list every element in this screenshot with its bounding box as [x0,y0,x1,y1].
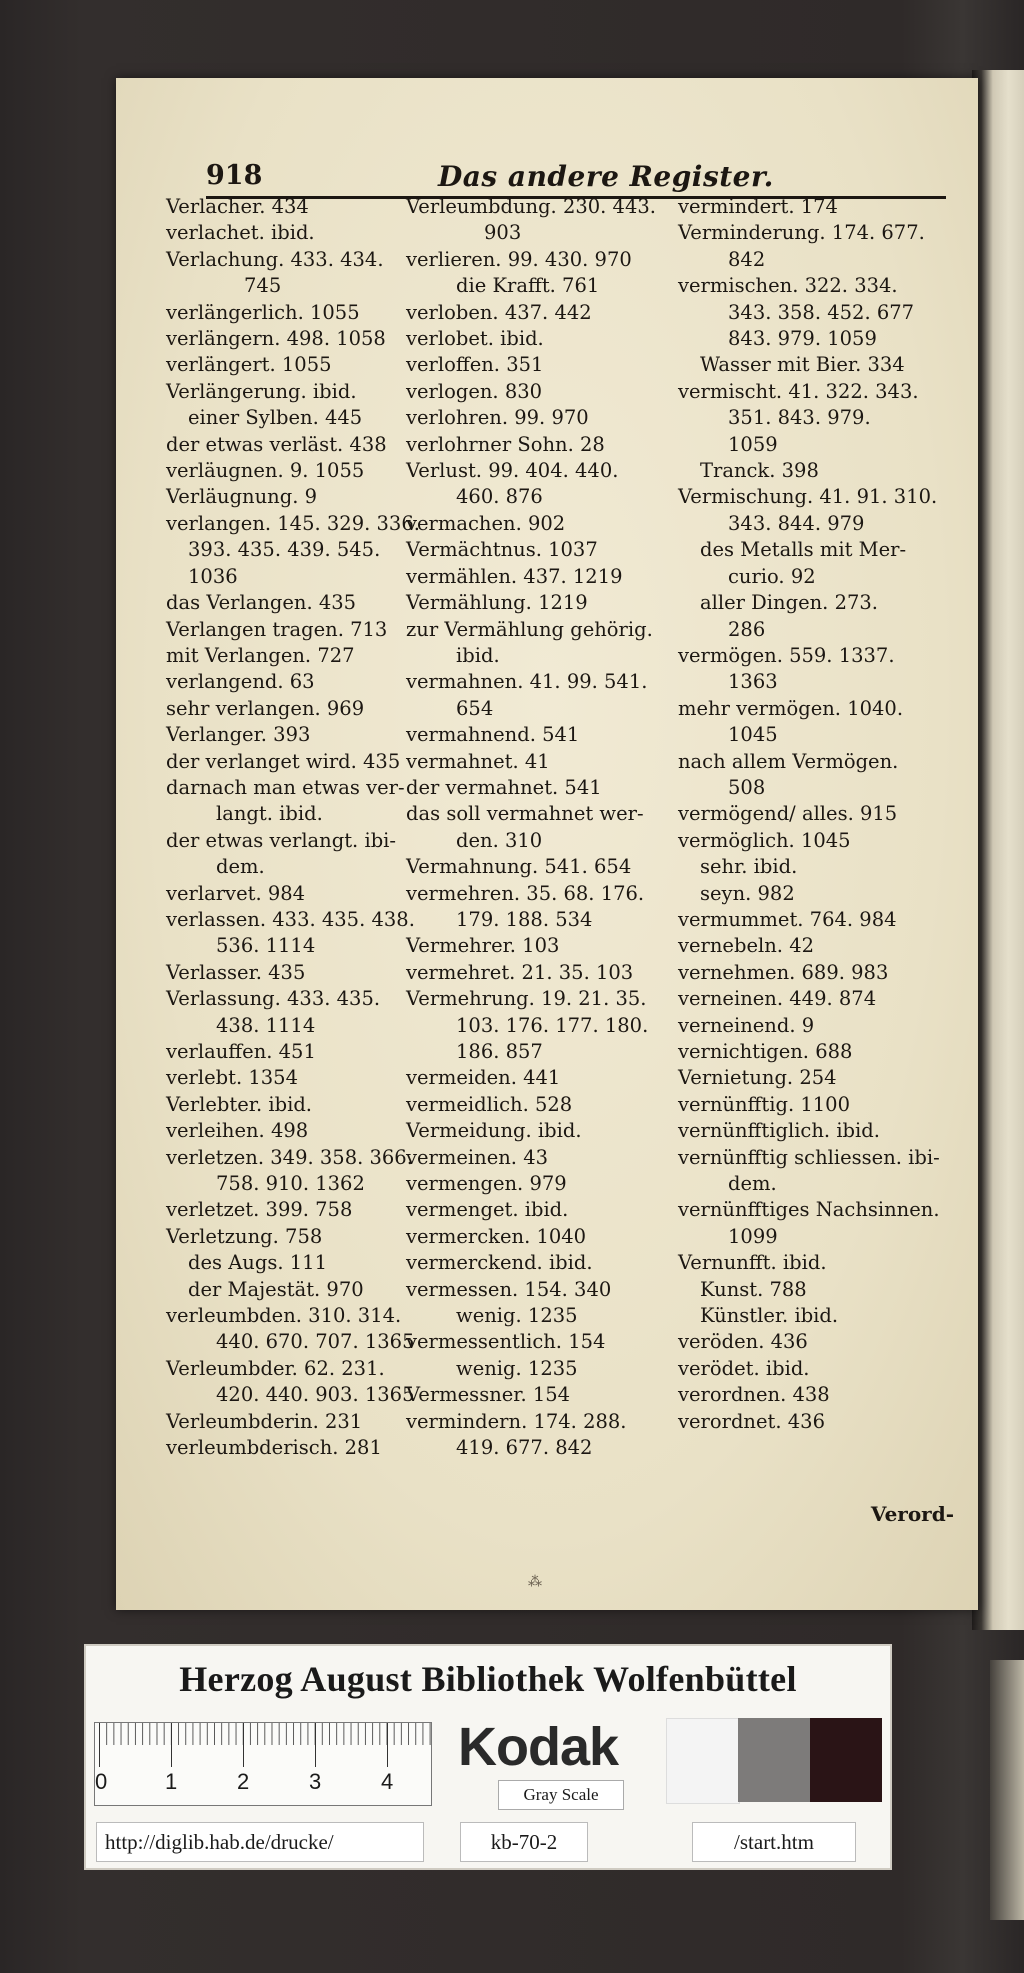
index-entry: 903 [484,221,522,245]
color-calibration-target [84,1644,892,1870]
index-entry: verleumbden. 310. 314. [166,1304,402,1328]
index-entry: Vermehrer. 103 [406,934,560,958]
index-entry: Verlanger. 393 [166,723,311,747]
index-entry: dem. [216,855,265,879]
index-entry: des Metalls mit Mer- [700,538,907,562]
grayscale-label: Gray Scale [498,1780,624,1810]
index-entry: Künstler. ibid. [700,1304,839,1328]
index-entry: aller Dingen. 273. [700,591,878,615]
index-entry: wenig. 1235 [456,1356,578,1380]
index-entry: 758. 910. 1362 [216,1172,365,1196]
index-entry: verordnet. 436 [678,1409,825,1433]
index-entry: 103. 176. 177. 180. [456,1013,649,1037]
index-entry: verleumbderisch. 281 [166,1436,382,1460]
catchword: Verord- [870,1502,954,1526]
ruler-number: 4 [381,1769,394,1794]
index-entry: zur Vermählung gehörig. [406,617,653,641]
index-entry: Vermehrung. 19. 21. 35. [406,987,647,1011]
index-entry: vermengen. 979 [406,1172,567,1196]
index-entry: Verletzung. 758 [166,1224,323,1248]
index-entry: vernünfftiges Nachsinnen. [678,1198,940,1222]
library-title: Herzog August Bibliothek Wolfenbüttel [179,1659,797,1699]
index-entry: 343. 844. 979 [728,511,865,535]
index-entry: vermögend/ alles. 915 [678,802,898,826]
index-entry: ibid. [456,643,500,667]
index-entry: dem. [728,1172,777,1196]
index-entry: verlieren. 99. 430. 970 [406,247,632,271]
index-entry: 654 [456,696,494,720]
index-entry: der etwas verläst. 438 [166,432,387,456]
index-entry: vernünfftig schliessen. ibi- [678,1145,940,1169]
index-entry: Vermischung. 41. 91. 310. [678,485,938,509]
index-entry: Vermahnung. 541. 654 [406,855,632,879]
index-entry: nach allem Vermögen. [678,749,899,773]
index-entry: 419. 677. 842 [456,1436,593,1460]
index-entry: vernehmen. 689. 983 [678,960,889,984]
index-entry: den. 310 [456,828,543,852]
index-entry: 440. 670. 707. 1365 [216,1330,415,1354]
index-entry: vermischen. 322. 334. [678,274,898,298]
index-entry: Verlassung. 433. 435. [166,987,381,1011]
index-entry: veröden. 436 [678,1330,808,1354]
index-entry: das soll vermahnet wer- [406,802,644,826]
index-entry: verloben. 437. 442 [406,300,592,324]
black-swatch [810,1718,882,1802]
index-entry: Verleumbder. 62. 231. [166,1356,385,1380]
url-prefix: http://diglib.hab.de/drucke/ [96,1822,424,1862]
index-entry: vermindert. 174 [678,195,838,218]
index-entry: vermenget. ibid. [406,1198,569,1222]
index-entry: sehr. ibid. [700,855,798,879]
index-entry: Verleumbderin. 231 [166,1409,363,1433]
index-entry: verneinend. 9 [678,1013,815,1037]
index-entry: 1045 [728,723,778,747]
kodak-logo: Kodak [458,1717,619,1777]
index-entry: Verlacher. 434 [166,195,309,218]
index-entry: Verlust. 99. 404. 440. [406,459,619,483]
index-entry: Vermächtnus. 1037 [406,538,598,562]
index-entry: mehr vermögen. 1040. [678,696,904,720]
index-entry: einer Sylben. 445 [188,406,363,430]
url-suffix: /start.htm [692,1822,856,1862]
index-entry: verlohren. 99. 970 [406,406,589,430]
index-column-2 [406,194,676,1462]
index-entry: vermahnet. 41 [406,749,550,773]
index-entry: vermögen. 559. 1337. [678,643,895,667]
index-entry: 343. 358. 452. 677 [728,300,915,324]
index-entry: Verminderung. 174. 677. [678,221,925,245]
index-entry: 286 [728,617,766,641]
index-entry: die Krafft. 761 [456,274,600,298]
index-entry: verlohrner Sohn. 28 [406,432,605,456]
index-entry: verlauffen. 451 [166,1040,316,1063]
index-entry: 842 [728,247,766,271]
index-entry: 1036 [188,564,238,588]
adjacent-page-edge [972,70,1024,1630]
index-entry: Vermessner. 154 [406,1383,571,1407]
index-entry: vermehren. 35. 68. 176. [406,881,645,905]
index-entry: 508 [728,775,766,799]
measurement-ruler [94,1722,432,1806]
index-entry: 1363 [728,670,778,694]
ruler-number: 0 [95,1769,108,1794]
index-entry: Verlasser. 435 [166,960,306,984]
index-entry: verletzet. 399. 758 [166,1198,353,1222]
index-entry: vermeinen. 43 [406,1145,549,1169]
index-entry: verläugnen. 9. 1055 [166,459,365,483]
index-entry: verleihen. 498 [166,1119,309,1143]
index-entry: 460. 876 [456,485,543,509]
index-entry: verlassen. 433. 435. 438. [166,907,415,931]
index-entry: vermerckend. ibid. [406,1251,593,1275]
index-entry: 536. 1114 [216,934,316,958]
index-entry: vermessentlich. 154 [406,1330,606,1354]
index-entry: der vermahnet. 541 [406,775,602,799]
adjacent-page-edge-lower [990,1660,1024,1920]
index-entry: vermummet. 764. 984 [678,907,897,931]
index-entry: verlangend. 63 [166,670,315,694]
index-entry: verlängerlich. 1055 [166,300,360,324]
index-entry: vernichtigen. 688 [678,1040,853,1063]
index-entry: verlängert. 1055 [166,353,332,377]
book-page [116,78,978,1610]
index-entry: verordnen. 438 [678,1383,830,1407]
gray-swatch [738,1718,810,1802]
url-identifier: kb-70-2 [460,1822,588,1862]
running-head: Das andere Register. [438,160,774,193]
index-entry: 179. 188. 534 [456,907,593,931]
index-entry: Vermählung. 1219 [406,591,588,615]
index-entry: vernebeln. 42 [678,934,815,958]
index-entry: darnach man etwas ver- [166,775,405,799]
index-entry: verlachet. ibid. [166,221,315,245]
index-entry: verlebt. 1354 [166,1066,298,1090]
index-entry: vermahnend. 541 [406,723,580,747]
index-entry: Vernietung. 254 [678,1066,837,1090]
index-entry: vermahnen. 41. 99. 541. [406,670,648,694]
index-entry: verödet. ibid. [678,1356,810,1380]
index-entry: vernünfftig. 1100 [678,1092,850,1116]
index-entry: Verlangen tragen. 713 [166,617,388,641]
index-entry: Wasser mit Bier. 334 [700,353,905,377]
index-entry: Verlebter. ibid. [166,1092,313,1116]
index-entry: vermeiden. 441 [406,1066,561,1090]
ruler-number: 1 [165,1769,178,1794]
page-number: 918 [206,160,263,191]
index-entry: 1099 [728,1224,778,1248]
index-entry: Verlängerung. ibid. [166,379,357,403]
index-entry: Verlachung. 433. 434. [166,247,384,271]
index-entry: vermeidlich. 528 [406,1092,573,1116]
index-entry: vermessen. 154. 340 [406,1277,612,1301]
white-swatch [666,1718,740,1804]
index-entry: vermischt. 41. 322. 343. [678,379,919,403]
index-entry: Tranck. 398 [700,459,819,483]
index-entry: verlarvet. 984 [166,881,306,905]
index-entry: curio. 92 [728,564,816,588]
index-entry: langt. ibid. [216,802,323,826]
index-entry: verletzen. 349. 358. 366. [166,1145,413,1169]
ruler-number: 2 [237,1769,250,1794]
ruler-numbers [95,1769,431,1799]
index-entry: des Augs. 111 [188,1251,327,1275]
index-entry: vermehret. 21. 35. 103 [406,960,634,984]
index-entry: 1059 [728,432,778,456]
index-entry: sehr verlangen. 969 [166,696,365,720]
index-entry: 843. 979. 1059 [728,327,877,351]
index-entry: vermählen. 437. 1219 [406,564,623,588]
page-ornament: ⁂ [528,1574,542,1590]
index-entry: verloffen. 351 [406,353,544,377]
index-entry: vermercken. 1040 [406,1224,587,1248]
index-entry: das Verlangen. 435 [166,591,357,615]
index-entry: verlobet. ibid. [406,327,544,351]
index-entry: verlangen. 145. 329. 336. [166,511,420,535]
index-entry: 420. 440. 903. 1365 [216,1383,415,1407]
index-entry: verlogen. 830 [406,379,543,403]
index-entry: Verleumbdung. 230. 443. [406,195,656,218]
index-entry: verneinen. 449. 874 [678,987,877,1011]
index-entry: der verlanget wird. 435 [166,749,401,773]
index-entry: Verläugnung. 9 [166,485,318,509]
ruler-number: 3 [309,1769,322,1794]
index-entry: Vernunfft. ibid. [678,1251,827,1275]
index-entry: Kunst. 788 [700,1277,807,1301]
index-entry: der etwas verlangt. ibi- [166,828,397,852]
index-entry: vernünfftiglich. ibid. [678,1119,880,1143]
index-entry: vermachen. 902 [406,511,566,535]
index-entry: 351. 843. 979. [728,406,871,430]
index-entry: mit Verlangen. 727 [166,643,355,667]
index-entry: vermindern. 174. 288. [406,1409,627,1433]
index-entry: vermöglich. 1045 [678,828,851,852]
index-entry: verlängern. 498. 1058 [166,327,386,351]
index-entry: Vermeidung. ibid. [406,1119,582,1143]
index-column-3 [678,194,968,1435]
index-entry: 186. 857 [456,1040,543,1063]
index-column-1 [166,194,420,1462]
index-entry: 393. 435. 439. 545. [188,538,381,562]
index-entry: wenig. 1235 [456,1304,578,1328]
ruler-ticks [95,1723,431,1767]
index-entry: 438. 1114 [216,1013,316,1037]
index-entry: der Majestät. 970 [188,1277,364,1301]
index-entry: seyn. 982 [700,881,795,905]
index-entry: 745 [244,274,282,298]
